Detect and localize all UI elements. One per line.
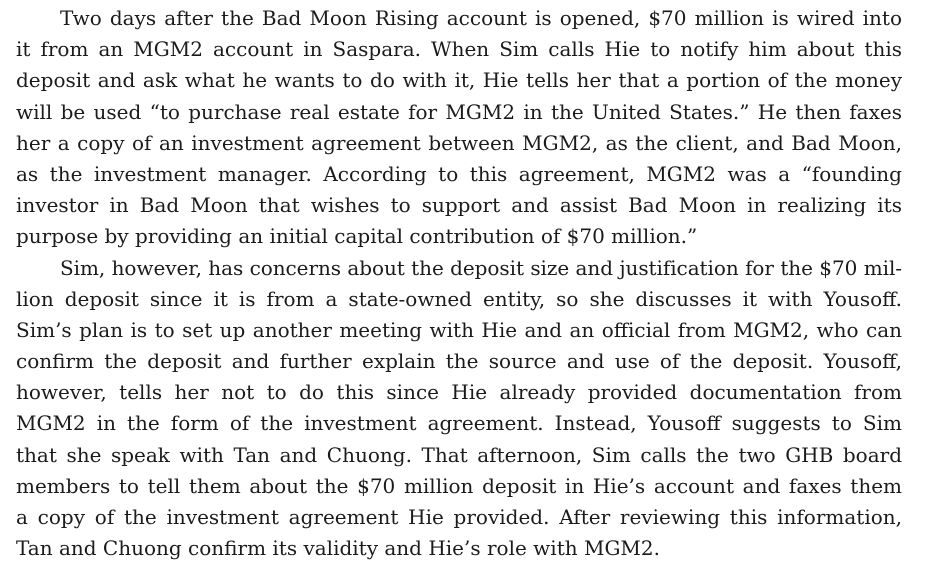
text-line: it from an MGM2 account in Saspara. When Sim calls Hie to notify him about this [16, 34, 902, 65]
text-line: Sim, however, has concerns about the deposit size and justification for the $70 mil- [16, 253, 902, 284]
text-line: a copy of the investment agreement Hie provided. After reviewing this information, [16, 502, 902, 533]
text-line: Tan and Chuong confirm its validity and Hie’s role with MGM2. [16, 533, 902, 564]
text-line: purpose by providing an initial capital contribution of $70 million.” [16, 221, 902, 252]
text-line: that she speak with Tan and Chuong. That afternoon, Sim calls the two GHB board [16, 440, 902, 471]
text-line: Two days after the Bad Moon Rising account is opened, $70 million is wired into [16, 3, 902, 34]
text-line: members to tell them about the $70 million deposit in Hie’s account and faxes them [16, 471, 902, 502]
text-line: MGM2 in the form of the investment agreement. Instead, Yousoff suggests to Sim [16, 408, 902, 439]
text-line: Sim’s plan is to set up another meeting with Hie and an official from MGM2, who can [16, 315, 902, 346]
text-line: confirm the deposit and further explain the source and use of the deposit. Yousoff, [16, 346, 902, 377]
paragraph-1 [16, 3, 902, 253]
text-line: however, tells her not to do this since Hie already provided documentation from [16, 377, 902, 408]
text-line: as the investment manager. According to this agreement, MGM2 was a “founding [16, 159, 902, 190]
paragraph-2 [16, 253, 902, 564]
text-line: deposit and ask what he wants to do with it, Hie tells her that a portion of the money [16, 65, 902, 96]
text-line: lion deposit since it is from a state-owned entity, so she discusses it with Yousoff. [16, 284, 902, 315]
text-line: her a copy of an investment agreement between MGM2, as the client, and Bad Moon, [16, 128, 902, 159]
text-line: will be used “to purchase real estate for MGM2 in the United States.” He then faxes [16, 97, 902, 128]
document-body [16, 3, 902, 564]
text-line: investor in Bad Moon that wishes to support and assist Bad Moon in realizing its [16, 190, 902, 221]
